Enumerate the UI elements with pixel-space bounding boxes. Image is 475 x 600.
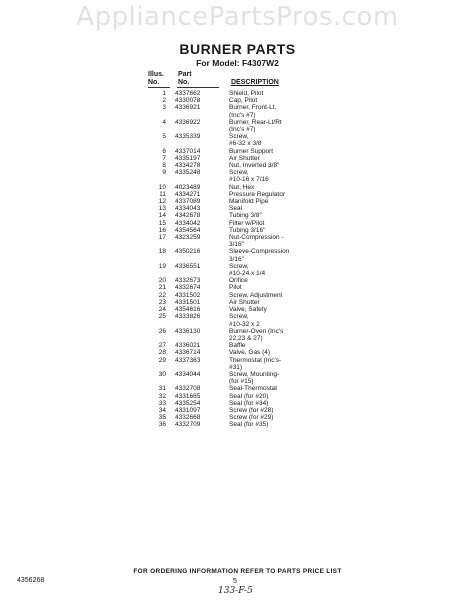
part-description (229, 349, 338, 356)
part-number: 4337014 (175, 147, 201, 155)
part-description (229, 205, 338, 212)
description-line: Screw, (229, 169, 249, 177)
header-illus-label: Illus. (148, 71, 164, 78)
parts-row (148, 162, 338, 169)
description-line: Filter w/Pilot (229, 219, 265, 227)
header-part-label: Part (178, 71, 192, 78)
description-line: Tubing 3/8" (229, 212, 262, 220)
part-description (229, 263, 338, 277)
part-description (229, 212, 338, 219)
illus-number: 31 (158, 385, 166, 393)
part-number: 4023489 (175, 183, 201, 191)
page-number: 5 (233, 578, 237, 585)
description-line: Sleeve-Compression (229, 248, 290, 256)
illus-number: 36 (158, 421, 166, 429)
part-description (229, 277, 338, 284)
illus-number: 19 (158, 262, 166, 270)
illus-number: 14 (158, 212, 166, 220)
part-description (229, 421, 338, 428)
parts-row (148, 97, 338, 104)
description-line: Screw, (229, 313, 249, 321)
illus-number: 13 (158, 205, 166, 213)
part-number: 4335339 (175, 133, 201, 141)
parts-row (148, 191, 338, 198)
illus-number: 33 (158, 399, 166, 407)
description-line: Pilot (229, 284, 242, 292)
part-description (229, 184, 338, 191)
parts-row (148, 234, 338, 248)
description-line: Seal (for #20) (229, 392, 269, 400)
parts-row (148, 342, 338, 349)
parts-row (148, 407, 338, 414)
description-line: Seal (for #35) (229, 421, 269, 429)
description-line: Manifold Pipe (229, 198, 269, 206)
illus-number: 30 (158, 370, 166, 378)
header-illus-no (148, 71, 164, 87)
part-number: 4335254 (175, 399, 201, 407)
illus-number: 34 (158, 406, 166, 414)
illus-number: 12 (158, 198, 166, 206)
part-description (229, 313, 338, 327)
part-number: 4336021 (175, 342, 201, 350)
illus-number: 27 (158, 342, 166, 350)
part-number: 4350216 (175, 248, 201, 256)
illus-number: 25 (158, 313, 166, 321)
illus-number: 11 (159, 190, 166, 198)
part-number: 4332709 (175, 421, 201, 429)
part-number: 4342678 (175, 212, 201, 220)
part-description (229, 357, 338, 371)
part-number: 4336551 (175, 262, 201, 270)
document-number: 4356268 (17, 577, 45, 584)
parts-row (148, 299, 338, 306)
part-description (229, 292, 338, 299)
part-number: 4334043 (175, 205, 201, 213)
illus-number: 24 (158, 306, 166, 314)
parts-row (148, 148, 338, 155)
part-number: 4334271 (175, 190, 201, 198)
parts-row (148, 248, 338, 262)
description-line: #10-24 x 1/4 (229, 270, 266, 278)
description-line: Seal (229, 205, 243, 213)
header-rule-part (177, 87, 219, 88)
parts-list (148, 90, 338, 429)
part-number: 4334044 (175, 370, 201, 378)
part-number: 4331501 (175, 298, 201, 306)
part-description (229, 162, 338, 169)
description-line: 22,23 & 27) (229, 334, 263, 342)
description-line: Nut, Inverted 3/8" (229, 162, 280, 170)
header-description: DESCRIPTION (231, 79, 279, 86)
part-number: 4332673 (175, 277, 201, 285)
part-number: 4336921 (175, 104, 201, 112)
description-line: (for #15) (229, 378, 254, 386)
part-number: 4323259 (175, 234, 201, 242)
illus-number: 29 (158, 356, 166, 364)
description-line: Screw, Adjustment (229, 291, 283, 299)
ordering-info-footer: FOR ORDERING INFORMATION REFER TO PARTS PRICE LIST (133, 568, 342, 575)
part-number: 4331502 (175, 291, 201, 299)
parts-row (148, 328, 338, 342)
part-number: 4334042 (175, 219, 201, 227)
description-line: Seal-Thermostat (229, 385, 278, 393)
header-part-no (178, 71, 192, 87)
part-number: 4336922 (175, 118, 201, 126)
parts-row (148, 292, 338, 299)
part-number: 4333826 (175, 313, 201, 321)
page-title: BURNER PARTS (179, 41, 296, 57)
part-number: 4336714 (175, 349, 201, 357)
description-line: Screw (for #29) (229, 414, 274, 422)
illus-number: 17 (158, 234, 166, 242)
illus-number: 7 (162, 154, 166, 162)
part-description (229, 342, 338, 349)
illus-number: 3 (162, 104, 166, 112)
header-part-no-label: No. (178, 79, 190, 86)
parts-row (148, 227, 338, 234)
part-number: 4331097 (175, 406, 201, 414)
description-line: #31) (229, 363, 243, 371)
parts-row (148, 198, 338, 205)
parts-row (148, 349, 338, 356)
illus-number: 32 (158, 392, 166, 400)
parts-row (148, 133, 338, 147)
description-line: Tubing 3/16" (229, 226, 266, 234)
illus-number: 21 (158, 284, 166, 292)
illus-number: 15 (158, 219, 166, 227)
illus-number: 8 (162, 162, 166, 170)
part-description (229, 234, 338, 248)
part-number: 4337363 (175, 356, 201, 364)
part-description (229, 284, 338, 291)
part-description (229, 198, 338, 205)
illus-number: 5 (162, 133, 166, 141)
illus-number: 10 (158, 183, 166, 191)
illus-number: 1 (162, 90, 166, 97)
parts-row (148, 385, 338, 392)
part-description (229, 299, 338, 306)
parts-row (148, 313, 338, 327)
parts-row (148, 205, 338, 212)
part-description (229, 385, 338, 392)
part-description (229, 133, 338, 147)
illus-number: 28 (158, 349, 166, 357)
part-description (229, 104, 338, 118)
handwritten-note: 133-F-5 (218, 586, 253, 596)
part-number: 4331665 (175, 392, 201, 400)
part-description (229, 148, 338, 155)
description-line: Screw, (229, 133, 249, 141)
illus-number: 18 (158, 248, 166, 256)
parts-row (148, 220, 338, 227)
part-number: 4332668 (175, 414, 201, 422)
parts-row (148, 357, 338, 371)
description-line: Burner Support (229, 147, 274, 155)
illus-number: 6 (162, 147, 166, 155)
part-description (229, 393, 338, 400)
part-number: 4335197 (175, 154, 201, 162)
parts-row (148, 371, 338, 385)
part-description (229, 220, 338, 227)
description-line: 3/16" (229, 255, 244, 263)
part-description (229, 306, 338, 313)
description-line: Pressure Regulator (229, 190, 285, 198)
description-line: Burner-Oven (Inc's (229, 327, 284, 335)
watermark: AppliancePartsPros.com (76, 2, 399, 32)
part-description (229, 169, 338, 183)
illus-number: 4 (162, 118, 166, 126)
part-number: 4332674 (175, 284, 201, 292)
parts-row (148, 421, 338, 428)
model-subtitle: For Model: F4307W2 (196, 58, 279, 68)
part-description (229, 119, 338, 133)
description-line: Baffle (229, 342, 246, 350)
header-illus-no-label: No. (148, 79, 160, 86)
part-number: 4330078 (175, 97, 201, 105)
illus-number: 2 (162, 97, 166, 105)
part-description (229, 407, 338, 414)
part-number: 4337089 (175, 198, 201, 206)
parts-row (148, 284, 338, 291)
part-number: 4335248 (175, 169, 201, 177)
part-description (229, 90, 338, 97)
part-description (229, 97, 338, 104)
description-line: Burner, Rear-Lt/Rt (229, 118, 282, 126)
illus-number: 35 (158, 414, 166, 422)
parts-row (148, 414, 338, 421)
description-line: Air Shutter (229, 154, 260, 162)
parts-row (148, 155, 338, 162)
description-line: Screw, Mounting- (229, 370, 280, 378)
parts-row (148, 277, 338, 284)
description-line: Valve, Gas (4) (229, 349, 271, 357)
parts-row (148, 90, 338, 97)
part-number: 4354616 (175, 306, 201, 314)
description-line: #6-32 x 3/8 (229, 140, 262, 148)
description-line: Thermostat (Inc's- (229, 356, 282, 364)
description-line: (Inc's #7) (229, 126, 256, 134)
description-line: #10-16 x 7/16 (229, 176, 269, 184)
part-number: 4334278 (175, 162, 201, 170)
part-number: 4336130 (175, 327, 201, 335)
description-line: Cap, Pilot (229, 97, 258, 105)
part-description (229, 155, 338, 162)
illus-number: 22 (158, 291, 166, 299)
part-description (229, 328, 338, 342)
parts-row (148, 104, 338, 118)
illus-number: 20 (158, 277, 166, 285)
part-description (229, 191, 338, 198)
part-number: 4332708 (175, 385, 201, 393)
parts-row (148, 169, 338, 183)
description-line: Burner, Front-Lt. (229, 104, 277, 112)
illus-number: 26 (158, 327, 166, 335)
illus-number: 16 (158, 226, 166, 234)
description-line: Orifice (229, 277, 248, 285)
description-line: Screw, (229, 262, 249, 270)
part-description (229, 400, 338, 407)
description-line: Seal (for #34) (229, 399, 269, 407)
parts-row (148, 119, 338, 133)
part-number: 4337662 (175, 90, 201, 97)
description-line: Nut, Hex (229, 183, 255, 191)
parts-row (148, 184, 338, 191)
parts-row (148, 306, 338, 313)
part-description (229, 248, 338, 262)
description-line: Screw (for #28) (229, 406, 274, 414)
part-number: 4354564 (175, 226, 201, 234)
header-rule-illus (148, 87, 170, 88)
description-line: Air Shutter (229, 298, 260, 306)
description-line: Nut-Compression - (229, 234, 284, 242)
description-line: (Inc's #7) (229, 111, 256, 119)
description-line: Valve, Safety (229, 306, 267, 314)
parts-row (148, 400, 338, 407)
part-description (229, 227, 338, 234)
description-line: Shield, Pilot (229, 90, 264, 97)
description-line: 3/16" (229, 241, 244, 249)
part-description (229, 371, 338, 385)
parts-row (148, 263, 338, 277)
parts-row (148, 393, 338, 400)
illus-number: 23 (158, 298, 166, 306)
illus-number: 9 (162, 169, 166, 177)
part-description (229, 414, 338, 421)
description-line: #10-32 x 2 (229, 320, 260, 328)
parts-row (148, 212, 338, 219)
